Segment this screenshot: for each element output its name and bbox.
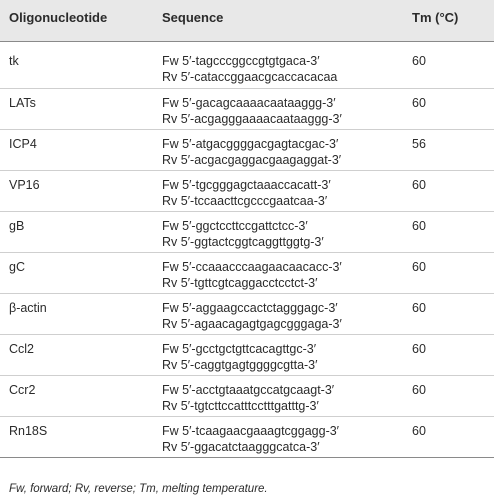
melting-temperature: 60	[412, 96, 426, 110]
forward-sequence: Fw 5′-ccaaacccaagaacaacacc-3′	[162, 260, 342, 274]
table-row	[0, 294, 494, 335]
table-row	[0, 89, 494, 130]
reverse-sequence: Rv 5′-acgacgaggacgaagaggat-3′	[162, 153, 342, 167]
oligonucleotide-name: gB	[9, 219, 25, 233]
oligonucleotide-name: ICP4	[9, 137, 37, 151]
header-tm: Tm (°C)	[412, 10, 459, 25]
forward-sequence: Fw 5′-acctgtaaatgccatgcaagt-3′	[162, 383, 335, 397]
table-row	[0, 253, 494, 294]
oligonucleotide-name: LATs	[9, 96, 36, 110]
table-row	[0, 376, 494, 417]
table-header-row	[0, 0, 494, 42]
forward-sequence: Fw 5′-tagcccggccgtgtgaca-3′	[162, 54, 320, 68]
melting-temperature: 56	[412, 137, 426, 151]
melting-temperature: 60	[412, 342, 426, 356]
table-row	[0, 42, 494, 89]
reverse-sequence: Rv 5′-tgtcttccatttcctttgatttg-3′	[162, 399, 319, 413]
melting-temperature: 60	[412, 301, 426, 315]
melting-temperature: 60	[412, 260, 426, 274]
table-row	[0, 212, 494, 253]
melting-temperature: 60	[412, 178, 426, 192]
table-row	[0, 335, 494, 376]
table-row	[0, 417, 494, 458]
oligonucleotide-name: β-actin	[9, 301, 47, 315]
forward-sequence: Fw 5′-ggctccttccgattctcc-3′	[162, 219, 308, 233]
header-oligonucleotide: Oligonucleotide	[9, 10, 108, 25]
table-footnote: Fw, forward; Rv, reverse; Tm, melting temperature.	[9, 483, 268, 495]
forward-sequence: Fw 5′-gacagcaaaacaataaggg-3′	[162, 96, 336, 110]
table-body	[0, 42, 494, 458]
header-sequence: Sequence	[162, 10, 224, 25]
oligonucleotide-name: gC	[9, 260, 25, 274]
table-row	[0, 130, 494, 171]
oligonucleotide-name: Ccl2	[9, 342, 35, 356]
melting-temperature: 60	[412, 424, 426, 438]
oligonucleotide-name: Ccr2	[9, 383, 36, 397]
reverse-sequence: Rv 5′-tgttcgtcaggacctcctct-3′	[162, 276, 318, 290]
reverse-sequence: Rv 5′-agaacagagtgagcgggaga-3′	[162, 317, 342, 331]
forward-sequence: Fw 5′-atgacggggacgagtacgac-3′	[162, 137, 339, 151]
oligonucleotide-name: tk	[9, 54, 19, 68]
forward-sequence: Fw 5′-aggaagccactctagggagc-3′	[162, 301, 338, 315]
melting-temperature: 60	[412, 54, 426, 68]
oligonucleotide-name: VP16	[9, 178, 40, 192]
reverse-sequence: Rv 5′-cataccggaacgcaccacacaa	[162, 70, 338, 84]
oligonucleotide-name: Rn18S	[9, 424, 48, 438]
melting-temperature: 60	[412, 219, 426, 233]
reverse-sequence: Rv 5′-ggtactcggtcaggttggtg-3′	[162, 235, 324, 249]
reverse-sequence: Rv 5′-tccaacttcgcccgaatcaa-3′	[162, 194, 328, 208]
forward-sequence: Fw 5′-tcaagaacgaaagtcggagg-3′	[162, 424, 340, 438]
reverse-sequence: Rv 5′-caggtgagtggggcgtta-3′	[162, 358, 318, 372]
reverse-sequence: Rv 5′-ggacatctaagggcatca-3′	[162, 440, 320, 454]
melting-temperature: 60	[412, 383, 426, 397]
forward-sequence: Fw 5′-tgcgggagctaaaccacatt-3′	[162, 178, 331, 192]
reverse-sequence: Rv 5′-acgagggaaaacaataaggg-3′	[162, 112, 342, 126]
forward-sequence: Fw 5′-gcctgctgttcacagttgc-3′	[162, 342, 317, 356]
table-row	[0, 171, 494, 212]
